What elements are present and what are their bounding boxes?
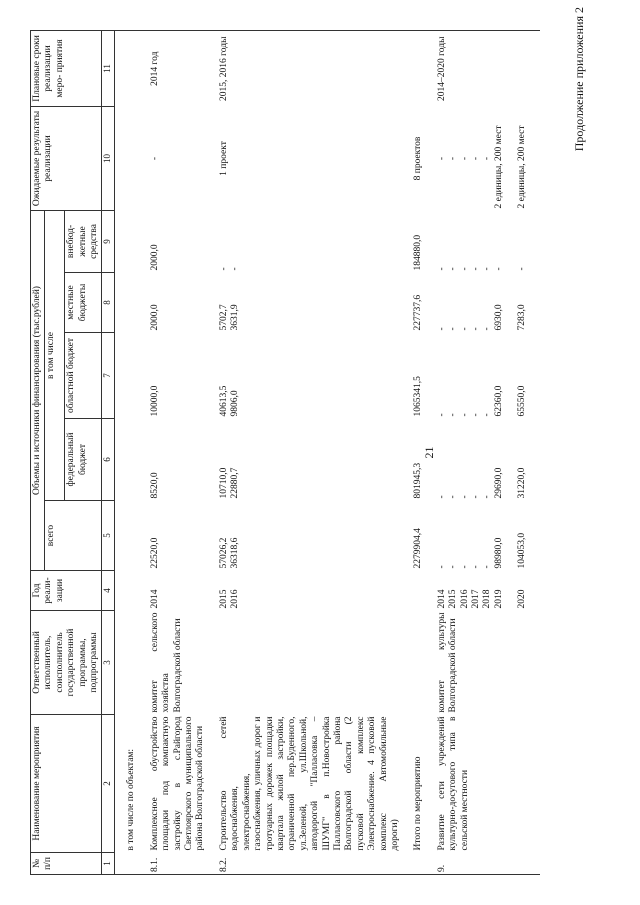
col-number: 1: [102, 853, 115, 875]
row-total: 36318,6: [230, 537, 241, 569]
col-number: 6: [102, 419, 115, 501]
row-federal: 8520,0: [149, 472, 160, 499]
row-extrabudget: -: [218, 267, 229, 271]
row-year: 2017: [471, 589, 481, 609]
col-number: 3: [102, 611, 115, 715]
header-name: Наименование мероприятия: [31, 715, 102, 853]
header-executor: Ответственный исполнитель, соисполнитель государственной программы, подпрограммы: [31, 611, 102, 715]
table-row-total: [412, 30, 425, 874]
header-local: местные бюджеты: [65, 273, 102, 333]
row-regional: 40613,5: [218, 385, 229, 417]
total-label: Итого по мероприятию: [413, 756, 424, 851]
row-total: 98980,0: [493, 537, 504, 569]
row-year: 2015: [218, 589, 229, 609]
row-number: 9.: [436, 853, 530, 875]
row-total: -: [436, 565, 447, 569]
row-local: -: [459, 327, 470, 331]
row-federal: -: [459, 495, 470, 499]
total-federal: 801945,3: [413, 462, 424, 499]
header-year: Год реали- зации: [31, 571, 102, 611]
total-all: 2279904,4: [413, 528, 424, 569]
row-results: -: [436, 156, 447, 161]
row-federal: 29690,0: [493, 467, 504, 499]
row-results: -: [459, 156, 470, 161]
row-total: 104053,0: [517, 532, 528, 569]
row-results: -: [482, 156, 493, 161]
page-number: 21: [422, 446, 436, 459]
col-number: 10: [102, 106, 115, 210]
row-year: 2020: [517, 589, 528, 609]
row-results: -: [448, 156, 459, 161]
col-number: 9: [102, 210, 115, 272]
header-including: в том числе: [45, 210, 65, 500]
header-extrabudget: внебюд- жетные средства: [65, 210, 102, 272]
row-regional: -: [436, 413, 447, 417]
row-extrabudget: -: [436, 267, 447, 271]
col-number: 2: [102, 715, 115, 853]
row-federal: 10710,0: [218, 467, 229, 499]
row-extrabudget: -: [517, 267, 528, 271]
row-terms: 2014 год: [149, 30, 208, 106]
total-regional: 1065341,5: [413, 376, 424, 417]
row-executor: [218, 611, 403, 715]
row-results: 2 единицы, 200 мест: [517, 125, 528, 209]
row-extrabudget: -: [459, 267, 470, 271]
continuation-label: Продолжение приложения 2: [572, 7, 586, 152]
row-local: 3631,9: [230, 304, 241, 331]
row-local: 2000,0: [149, 304, 160, 331]
col-number: 11: [102, 30, 115, 106]
header-results: Ожидаемые результаты реализации: [31, 106, 102, 210]
row-total: -: [448, 565, 459, 569]
row-executor: комитет культуры Волгоградской области: [436, 612, 459, 713]
row-regional: -: [471, 413, 481, 417]
header-total: всего: [45, 501, 102, 571]
row-regional: -: [448, 413, 459, 417]
row-total: -: [459, 565, 470, 569]
row-number: 8.1.: [149, 853, 208, 875]
row-federal: -: [448, 495, 459, 499]
row-year: 2014: [436, 589, 447, 609]
row-federal: -: [482, 495, 493, 499]
col-number: 7: [102, 333, 115, 419]
total-local: 227737,6: [413, 294, 424, 331]
row-local: -: [448, 327, 459, 331]
row-results: 2 единицы, 200 мест: [493, 125, 504, 209]
row-executor: комитет сельского хозяйства Волгоградской области: [149, 612, 183, 713]
row-name: Комплексное обустройство площадки под компактную застройку в с.Райгород Светлоярского муниципального района Волгоградской области: [149, 716, 206, 851]
row-extrabudget: -: [471, 267, 481, 271]
row-federal: -: [471, 495, 481, 499]
row-results: -: [471, 156, 481, 161]
header-number: № п/п: [31, 853, 102, 875]
total-results: 8 проектов: [413, 136, 424, 181]
row-regional: 10000,0: [149, 385, 160, 417]
table-row: [218, 30, 403, 874]
col-number: 4: [102, 571, 115, 611]
row-local: -: [471, 327, 481, 331]
row-terms: 2014–2020 годы: [436, 30, 530, 106]
header-regional: областной бюджет: [65, 333, 102, 419]
row-year: 2016: [459, 589, 470, 609]
row-total: -: [471, 565, 481, 569]
financing-table: [30, 30, 540, 875]
row-year: 2019: [493, 589, 504, 609]
row-total: -: [482, 565, 493, 569]
row-year: 2015: [448, 589, 459, 609]
row-extrabudget: -: [482, 267, 493, 271]
header-terms: Плановые сроки реализации меро- приятия: [31, 30, 102, 106]
row-results: -: [149, 156, 160, 161]
row-number: 8.2.: [218, 853, 403, 875]
row-name: Развитие сети учреждений культурно-досугового типа в сельской местности: [436, 716, 470, 851]
row-regional: -: [459, 413, 470, 417]
row-regional: -: [482, 413, 493, 417]
row-federal: 31220,0: [517, 467, 528, 499]
row-year: 2016: [230, 589, 241, 609]
row-terms: 2015, 2016 годы: [218, 30, 403, 106]
row-local: 5702,7: [218, 304, 229, 331]
row-name: Строительство сетей водоснабжения, электроснабжения, газоснабжения, уличных дорог и тротуарных дорожек площадки квартала жилой застройки, ограниченной пер.Буденного, ул.Зеленой, ул.Школьной, автодорогой "Палласовка – ШУМГ" в п.Новостройка Палласовского района Волгоградской области (2 пусковой комплекс Электроснабжение. 4 пусковой комплекс Автомобильные дороги): [218, 716, 400, 851]
subheading: в том числе по объектам:: [126, 748, 137, 851]
total-extrabudget: 184880,0: [413, 234, 424, 271]
row-local: 7283,0: [517, 304, 528, 331]
row-regional: 9806,0: [230, 390, 241, 417]
row-extrabudget: -: [448, 267, 459, 271]
table-row: [436, 30, 530, 874]
row-local: -: [482, 327, 493, 331]
col-number: 8: [102, 273, 115, 333]
row-local: -: [436, 327, 447, 331]
row-regional: 62360,0: [493, 385, 504, 417]
row-year: 2014: [149, 589, 160, 609]
row-extrabudget: 2000,0: [149, 244, 160, 271]
col-number: 5: [102, 501, 115, 571]
header-funding: Объемы и источники финансирования (тыс.рублей): [31, 210, 45, 570]
table-row: [149, 30, 208, 874]
row-total: 57026,2: [218, 537, 229, 569]
row-year: 2018: [482, 589, 493, 609]
row-local: 6930,0: [493, 304, 504, 331]
row-federal: -: [436, 495, 447, 499]
row-results: 1 проект: [218, 141, 229, 176]
row-extrabudget: -: [230, 267, 241, 271]
row-federal: 22880,7: [230, 467, 241, 499]
row-regional: 65550,0: [517, 385, 528, 417]
row-total: 22520,0: [149, 537, 160, 569]
header-federal: федеральный бюджет: [65, 419, 102, 501]
row-extrabudget: -: [493, 267, 504, 271]
